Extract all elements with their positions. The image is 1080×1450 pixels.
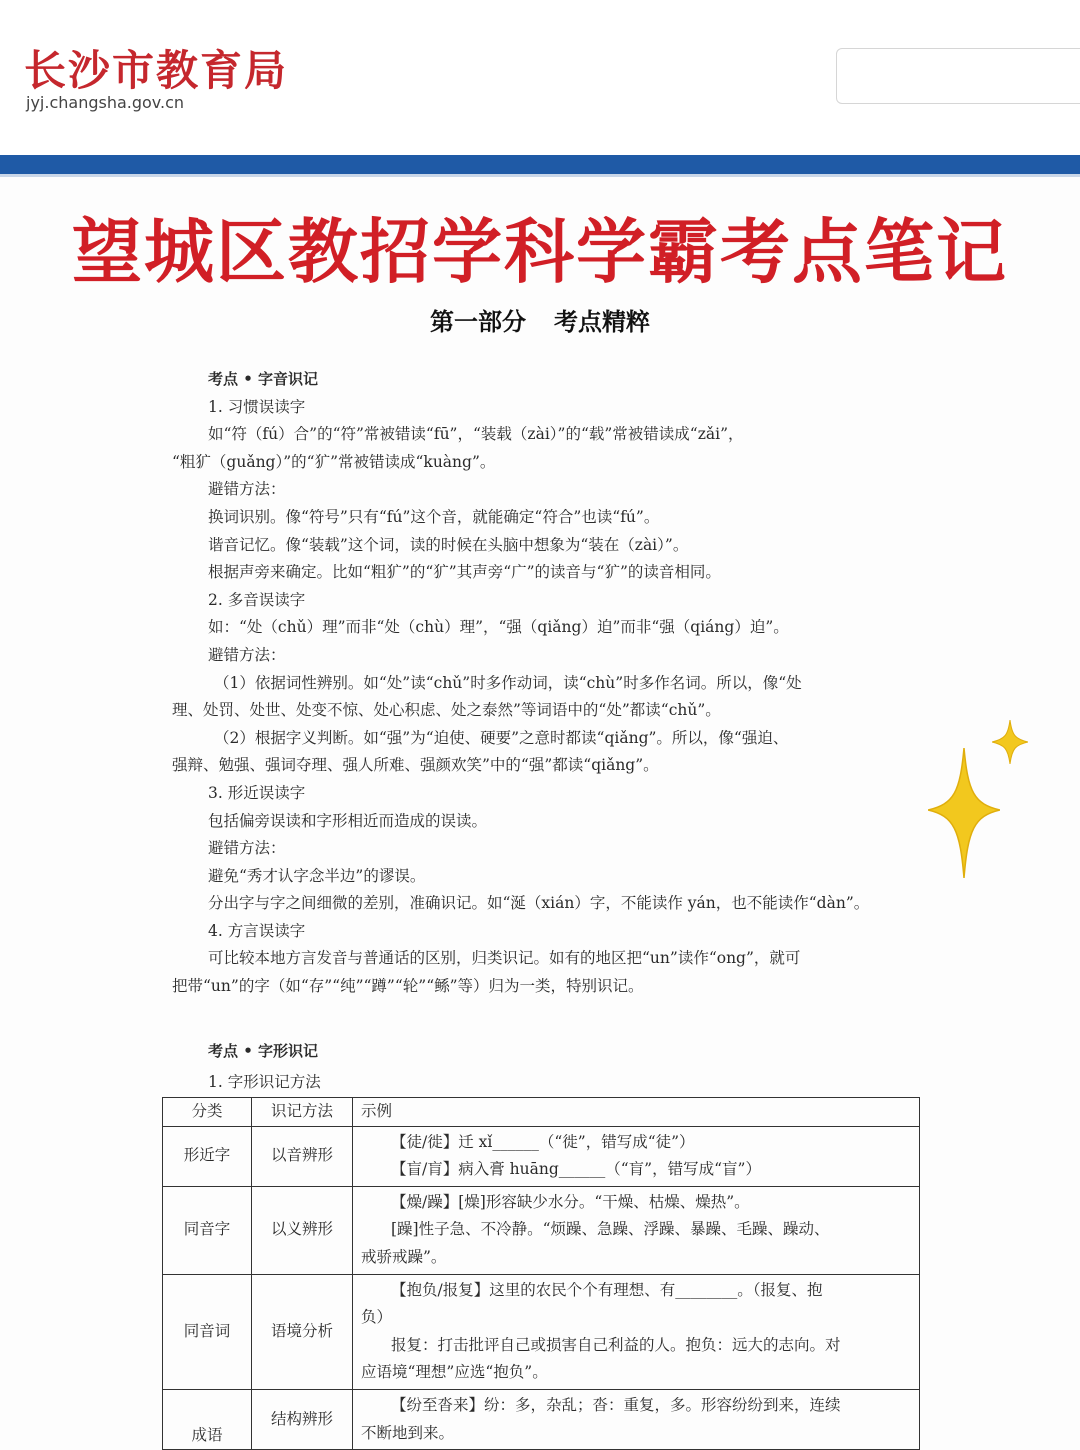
- text-line: 4. 方言误读字: [208, 921, 306, 940]
- text-line: 1. 习惯误读字: [208, 397, 306, 416]
- cell-category: 同音字: [163, 1186, 252, 1274]
- example-line: 戒骄戒躁”。: [361, 1247, 447, 1266]
- example-line: 【纷至沓来】纷：多，杂乱；沓：重复，多。形容纷纷到来，连续: [391, 1395, 841, 1414]
- text-line: 如“符（fú）合”的“符”常被错读“fū”，“装载（zài）”的“载”常被错读成“zǎi”，: [208, 425, 744, 444]
- section-heading: 考点 • 字音识记: [208, 370, 319, 388]
- site-header: [0, 0, 1080, 155]
- table-row: [163, 1126, 920, 1186]
- text-line: 分出字与字之间细微的差别，准确识记。如“涎（xián）字，不能读作 yán，也不能读作“dàn”。: [208, 894, 870, 913]
- example-line: [躁]性子急、不冷静。“烦躁、急躁、浮躁、暴躁、毛躁、躁动、: [391, 1220, 830, 1239]
- org-logo-title[interactable]: 长沙市教育局: [24, 46, 289, 95]
- part-name: 考点精粹: [554, 308, 650, 336]
- org-url[interactable]: jyj.changsha.gov.cn: [26, 93, 185, 112]
- text-line: 包括偏旁误读和字形相近而造成的误读。: [208, 811, 488, 830]
- text-line: 可比较本地方言发音与普通话的区别，归类识记。如有的地区把“un”读作“ong”，就可: [208, 949, 801, 968]
- text-line: “粗犷（guǎng）”的“犷”常被错读成“kuàng”。: [172, 452, 496, 471]
- example-line: 【抱负/报复】这里的农民个个有理想、有________。（报复、抱: [391, 1280, 823, 1299]
- text-line: 把带“un”的字（如“存”“纯”“蹲”“轮”“鲧”等）归为一类，特别识记。: [172, 977, 644, 996]
- table-header-row: [163, 1098, 920, 1127]
- col-header-method: 识记方法: [252, 1098, 353, 1127]
- sparkle-large-icon: [928, 748, 1000, 878]
- text-line: 如：“处（chǔ）理”而非“处（chù）理”，“强（qiǎng）迫”而非“强（qiáng）迫”。: [208, 618, 789, 637]
- example-line: 负）: [361, 1308, 393, 1327]
- example-line: 【徒/徙】迁 xǐ______（“徙”，错写成“徒”）: [391, 1132, 695, 1151]
- text-line: 避错方法：: [208, 839, 286, 858]
- text-line: 谐音记忆。像“装载”这个词，读的时候在头脑中想象为“装在（zài）”。: [208, 535, 689, 554]
- page-title: 望城区教招学科学霸考点笔记: [72, 211, 1008, 293]
- search-input[interactable]: [836, 48, 1080, 104]
- cell-example: [353, 1389, 920, 1449]
- sparkle-small-icon: [992, 720, 1028, 764]
- text-line: 避错方法：: [208, 480, 286, 499]
- cell-example: [353, 1126, 920, 1186]
- text-line: 根据声旁来确定。比如“粗犷”的“犷”其声旁“广”的读音与“犷”的读音相同。: [208, 563, 721, 582]
- col-header-category: 分类: [163, 1098, 252, 1127]
- text-line: 换词识别。像“符号”只有“fú”这个音，就能确定“符合”也读“fú”。: [208, 507, 660, 526]
- text-line: 3. 形近误读字: [208, 783, 306, 802]
- section-subheading: 1. 字形识记方法: [208, 1073, 321, 1091]
- example-line: 【燥/躁】[燥]形容缺少水分。“干燥、枯燥、燥热”。: [391, 1192, 750, 1211]
- text-line: （2）根据字义判断。如“强”为“迫使、硬要”之意时都读“qiǎng”。所以，像“强迫、: [214, 728, 789, 747]
- text-line: 2. 多音误读字: [208, 590, 306, 609]
- cell-example: [353, 1186, 920, 1274]
- table-row: [163, 1186, 920, 1274]
- cell-example: [353, 1274, 920, 1389]
- table-row: [163, 1274, 920, 1389]
- table-row: [163, 1389, 920, 1449]
- cell-category: 同音词: [163, 1274, 252, 1389]
- cell-category: 形近字: [163, 1126, 252, 1186]
- part-label: 第一部分: [430, 308, 526, 336]
- col-header-example: 示例: [353, 1098, 920, 1127]
- example-line: 报复：打击批评自己或损害自己利益的人。抱负：远大的志向。对: [391, 1335, 841, 1354]
- section-pronunciation: [172, 366, 917, 1001]
- glyph-method-table: [162, 1097, 920, 1450]
- header-divider-bar: [0, 155, 1080, 174]
- cell-method: 以音辨形: [252, 1126, 353, 1186]
- cell-method: 语境分析: [252, 1274, 353, 1389]
- section-heading-glyph: 考点 • 字形识记: [208, 1042, 319, 1060]
- cell-method: 结构辨形: [252, 1389, 353, 1449]
- text-line: 避免“秀才认字念半边”的谬误。: [208, 866, 426, 885]
- example-line: 应语境“理想”应选“抱负”。: [361, 1363, 548, 1382]
- text-line: 理、处罚、处世、处变不惊、处心积虑、处之泰然”等词语中的“处”都读“chǔ”。: [172, 701, 721, 720]
- cell-category: 成语: [163, 1389, 252, 1449]
- text-line: 强辩、勉强、强词夺理、强人所难、强颜欢笑”中的“强”都读“qiǎng”。: [172, 756, 659, 775]
- example-line: 不断地到来。: [361, 1423, 455, 1442]
- cell-method: 以义辨形: [252, 1186, 353, 1274]
- part-title: [0, 302, 1080, 337]
- text-line: 避错方法：: [208, 645, 286, 664]
- text-line: （1）依据词性辨别。如“处”读“chǔ”时多作动词，读“chù”时多作名词。所以，像“处: [214, 673, 802, 692]
- example-line: 【盲/肓】病入膏 huāng______（“肓”，错写成“盲”）: [391, 1160, 761, 1179]
